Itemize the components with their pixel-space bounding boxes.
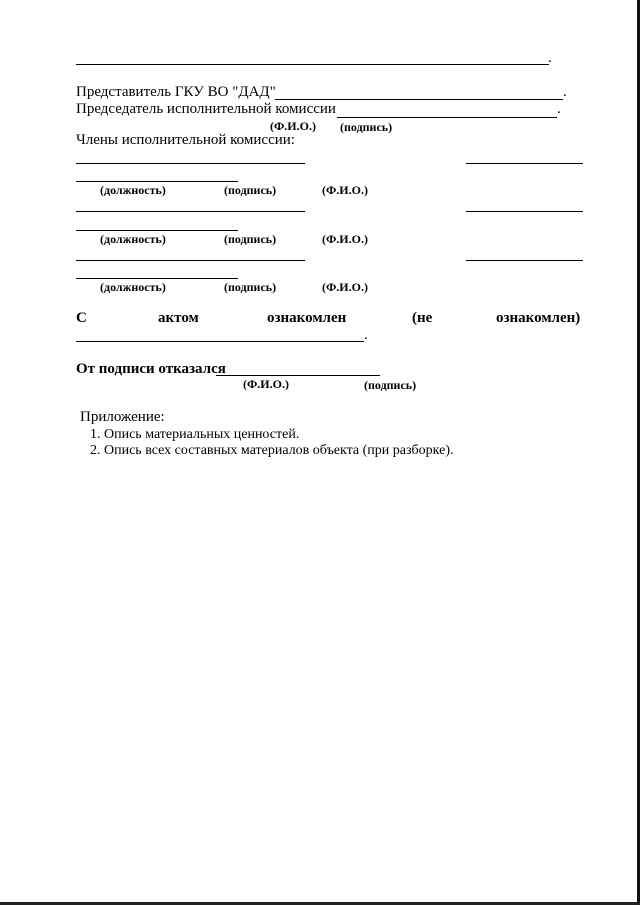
top-line-dot: . [548,50,552,66]
appendix-item-2: 2. Опись всех составных материалов объекта (при разборке). [90,443,454,458]
member-2-position-caption: (должность) [100,232,166,246]
refused-blank-line [216,375,380,376]
representative-end-dot: . [563,84,567,100]
member-3-line-right [466,260,583,261]
member-3-fio-caption: (Ф.И.О.) [322,280,368,294]
acquainted-word-1: С [76,310,87,326]
member-1-signature-caption: (подпись) [224,183,277,197]
member-3-line-b [76,278,238,279]
acquainted-word-5: ознакомлен) [496,310,581,326]
chairman-blank-line [337,117,557,118]
acquainted-word-4: (не [412,310,433,326]
member-1-fio-caption: (Ф.И.О.) [322,183,368,197]
chairman-end-dot: . [557,101,561,117]
chairman-label: Председатель исполнительной комиссии [76,101,336,117]
member-3-signature-caption: (подпись) [224,280,277,294]
acquainted-blank-line [76,341,364,342]
acquainted-end-dot: . [364,327,368,343]
members-heading: Члены исполнительной комиссии: [76,132,295,148]
member-1-position-caption: (должность) [100,183,166,197]
refused-signature-caption: (подпись) [364,378,417,392]
top-blank-line [76,64,549,65]
acquainted-word-3: ознакомлен [267,310,347,326]
representative-blank-line [275,99,563,100]
member-3-position-caption: (должность) [100,280,166,294]
member-1-line-right [466,163,583,164]
appendix-item-1: 1. Опись материальных ценностей. [90,427,300,442]
refused-label: От подписи отказался [76,361,226,377]
member-2-signature-caption: (подпись) [224,232,277,246]
member-2-line-right [466,211,583,212]
chairman-fio-caption: (Ф.И.О.) [270,119,316,133]
representative-label: Представитель ГКУ ВО "ДАД" [76,84,276,100]
appendix-title: Приложение: [80,409,165,425]
acquainted-word-2: актом [158,310,199,326]
member-3-line-a [76,260,305,261]
member-2-line-a [76,211,305,212]
chairman-signature-caption: (подпись) [340,120,393,134]
member-1-line-a [76,163,305,164]
member-2-line-b [76,230,238,231]
refused-fio-caption: (Ф.И.О.) [243,377,289,391]
member-2-fio-caption: (Ф.И.О.) [322,232,368,246]
member-1-line-b [76,181,238,182]
